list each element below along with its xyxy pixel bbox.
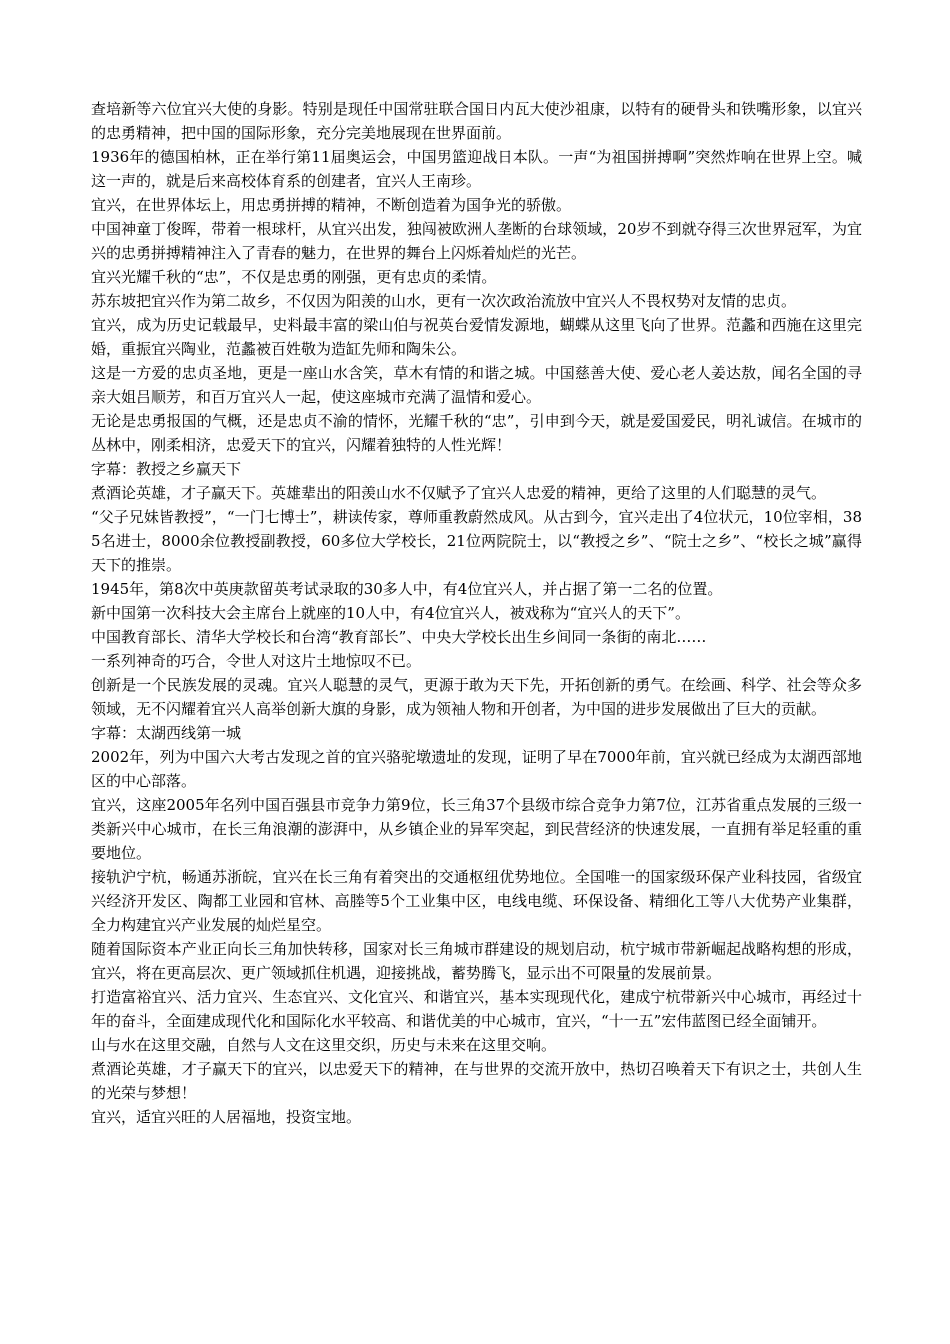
- paragraph-6: 苏东坡把宜兴作为第二故乡，不仅因为阳羡的山水，更有一次次政治流放中宜兴人不畏权势对友情的忠贞。: [91, 292, 797, 310]
- paragraph-19: 接轨沪宁杭，畅通苏浙皖，宜兴在长三角有着突出的交通枢纽优势地位。全国唯一的国家级环保产业科技园，省级宜兴经济开发区、陶都工业园和官林、高塍等5个工业集中区，电线电缆、环保设备、精细化工等八大优势产业集群，全力构建宜兴产业发展的灿烂星空。: [91, 868, 862, 934]
- paragraph-2: 1936年的德国柏林，正在举行第11届奥运会，中国男篮迎战日本队。一声“为祖国拼搏啊”突然炸响在世界上空。喊这一声的，就是后来高校体育系的创建者，宜兴人王南珍。: [91, 148, 862, 190]
- paragraph-8: 这是一方爱的忠贞圣地，更是一座山水含笑，草木有情的和谐之城。中国慈善大使、爱心老人姜达敖，闻名全国的寻亲大姐吕顺芳，和百万宜兴人一起，使这座城市充满了温情和爱心。: [91, 364, 862, 406]
- paragraph-12: 1945年，第8次中英庚款留英考试录取的30多人中，有4位宜兴人，并占据了第一二名的位置。: [91, 580, 723, 598]
- paragraph-4: 中国神童丁俊晖，带着一根球杆，从宜兴出发，独闯被欧洲人垄断的台球领域，20岁不到就夺得三次世界冠军，为宜兴的忠勇拼搏精神注入了青春的魅力，在世界的舞台上闪烁着灿烂的光芒。: [91, 220, 862, 262]
- paragraph-16: 创新是一个民族发展的灵魂。宜兴人聪慧的灵气，更源于敢为天下先，开拓创新的勇气。在绘画、科学、社会等众多领域，无不闪耀着宜兴人高举创新大旗的身影，成为领袖人物和开创者，为中国的进步发展做出了巨大的贡献。: [91, 676, 862, 718]
- paragraph-13: 新中国第一次科技大会主席台上就座的10人中，有4位宜兴人，被戏称为“宜兴人的天下”。: [91, 604, 690, 622]
- caption-heading-2: 字幕：太湖西线第一城: [91, 724, 242, 742]
- paragraph-20: 随着国际资本产业正向长三角加快转移，国家对长三角城市群建设的规划启动，杭宁城市带新崛起战略构想的形成，宜兴，将在更高层次、更广领域抓住机遇，迎接挑战，蓄势腾飞，显示出不可限量的发展前景。: [91, 940, 862, 982]
- paragraph-17: 2002年，列为中国六大考古发现之首的宜兴骆驼墩遗址的发现，证明了早在7000年前，宜兴就已经成为太湖西部地区的中心部落。: [91, 748, 862, 790]
- paragraph-7: 宜兴，成为历史记载最早，史料最丰富的梁山伯与祝英台爱情发源地，蝴蝶从这里飞向了世界。范蠡和西施在这里完婚，重振宜兴陶业，范蠡被百姓敬为造缸先师和陶朱公。: [91, 316, 862, 358]
- paragraph-11: “父子兄妹皆教授”，“一门七博士”，耕读传家，尊师重教蔚然成风。从古到今，宜兴走出了4位状元，10位宰相，385名进士，8000余位教授副教授，60多位大学校长，21位两院院士，以“教授之乡”、“院士之乡”、“校长之城”赢得天下的推崇。: [91, 508, 862, 574]
- paragraph-10: 煮酒论英雄，才子赢天下。英雄辈出的阳羡山水不仅赋予了宜兴人忠爱的精神，更给了这里的人们聪慧的灵气。: [91, 484, 827, 502]
- paragraph-21: 打造富裕宜兴、活力宜兴、生态宜兴、文化宜兴、和谐宜兴，基本实现现代化，建成宁杭带新兴中心城市，再经过十年的奋斗，全面建成现代化和国际化水平较高、和谐优美的中心城市，宜兴，“十一五”宏伟蓝图已经全面铺开。: [91, 988, 862, 1030]
- paragraph-22: 山与水在这里交融，自然与人文在这里交织，历史与未来在这里交响。: [91, 1036, 557, 1054]
- paragraph-15: 一系列神奇的巧合，令世人对这片土地惊叹不已。: [91, 652, 422, 670]
- paragraph-5: 宜兴光耀千秋的“忠”，不仅是忠勇的刚强，更有忠贞的柔情。: [91, 268, 497, 286]
- paragraph-24: 宜兴，适宜兴旺的人居福地，投资宝地。: [91, 1108, 362, 1126]
- paragraph-18: 宜兴，这座2005年名列中国百强县市竞争力第9位，长三角37个县级市综合竞争力第7位，江苏省重点发展的三级一类新兴中心城市，在长三角浪潮的澎湃中，从乡镇企业的异军突起，到民营经济的快速发展，一直拥有举足轻重的重要地位。: [91, 796, 862, 862]
- paragraph-23: 煮酒论英雄，才子赢天下的宜兴，以忠爱天下的精神，在与世界的交流开放中，热切召唤着天下有识之士，共创人生的光荣与梦想！: [91, 1060, 862, 1102]
- paragraph-9: 无论是忠勇报国的气概，还是忠贞不渝的情怀，光耀千秋的“忠”，引申到今天，就是爱国爱民，明礼诚信。在城市的丛林中，刚柔相济，忠爱天下的宜兴，闪耀着独特的人性光辉！: [91, 412, 862, 454]
- caption-heading-1: 字幕：教授之乡赢天下: [91, 460, 242, 478]
- paragraph-3: 宜兴，在世界体坛上，用忠勇拼搏的精神，不断创造着为国争光的骄傲。: [91, 196, 572, 214]
- paragraph-14: 中国教育部长、清华大学校长和台湾“教育部长”、中央大学校长出生乡间同一条街的南北……: [91, 628, 707, 646]
- paragraph-1: 查培新等六位宜兴大使的身影。特别是现任中国常驻联合国日内瓦大使沙祖康，以特有的硬骨头和铁嘴形象，以宜兴的忠勇精神，把中国的国际形象，充分完美地展现在世界面前。: [91, 100, 862, 142]
